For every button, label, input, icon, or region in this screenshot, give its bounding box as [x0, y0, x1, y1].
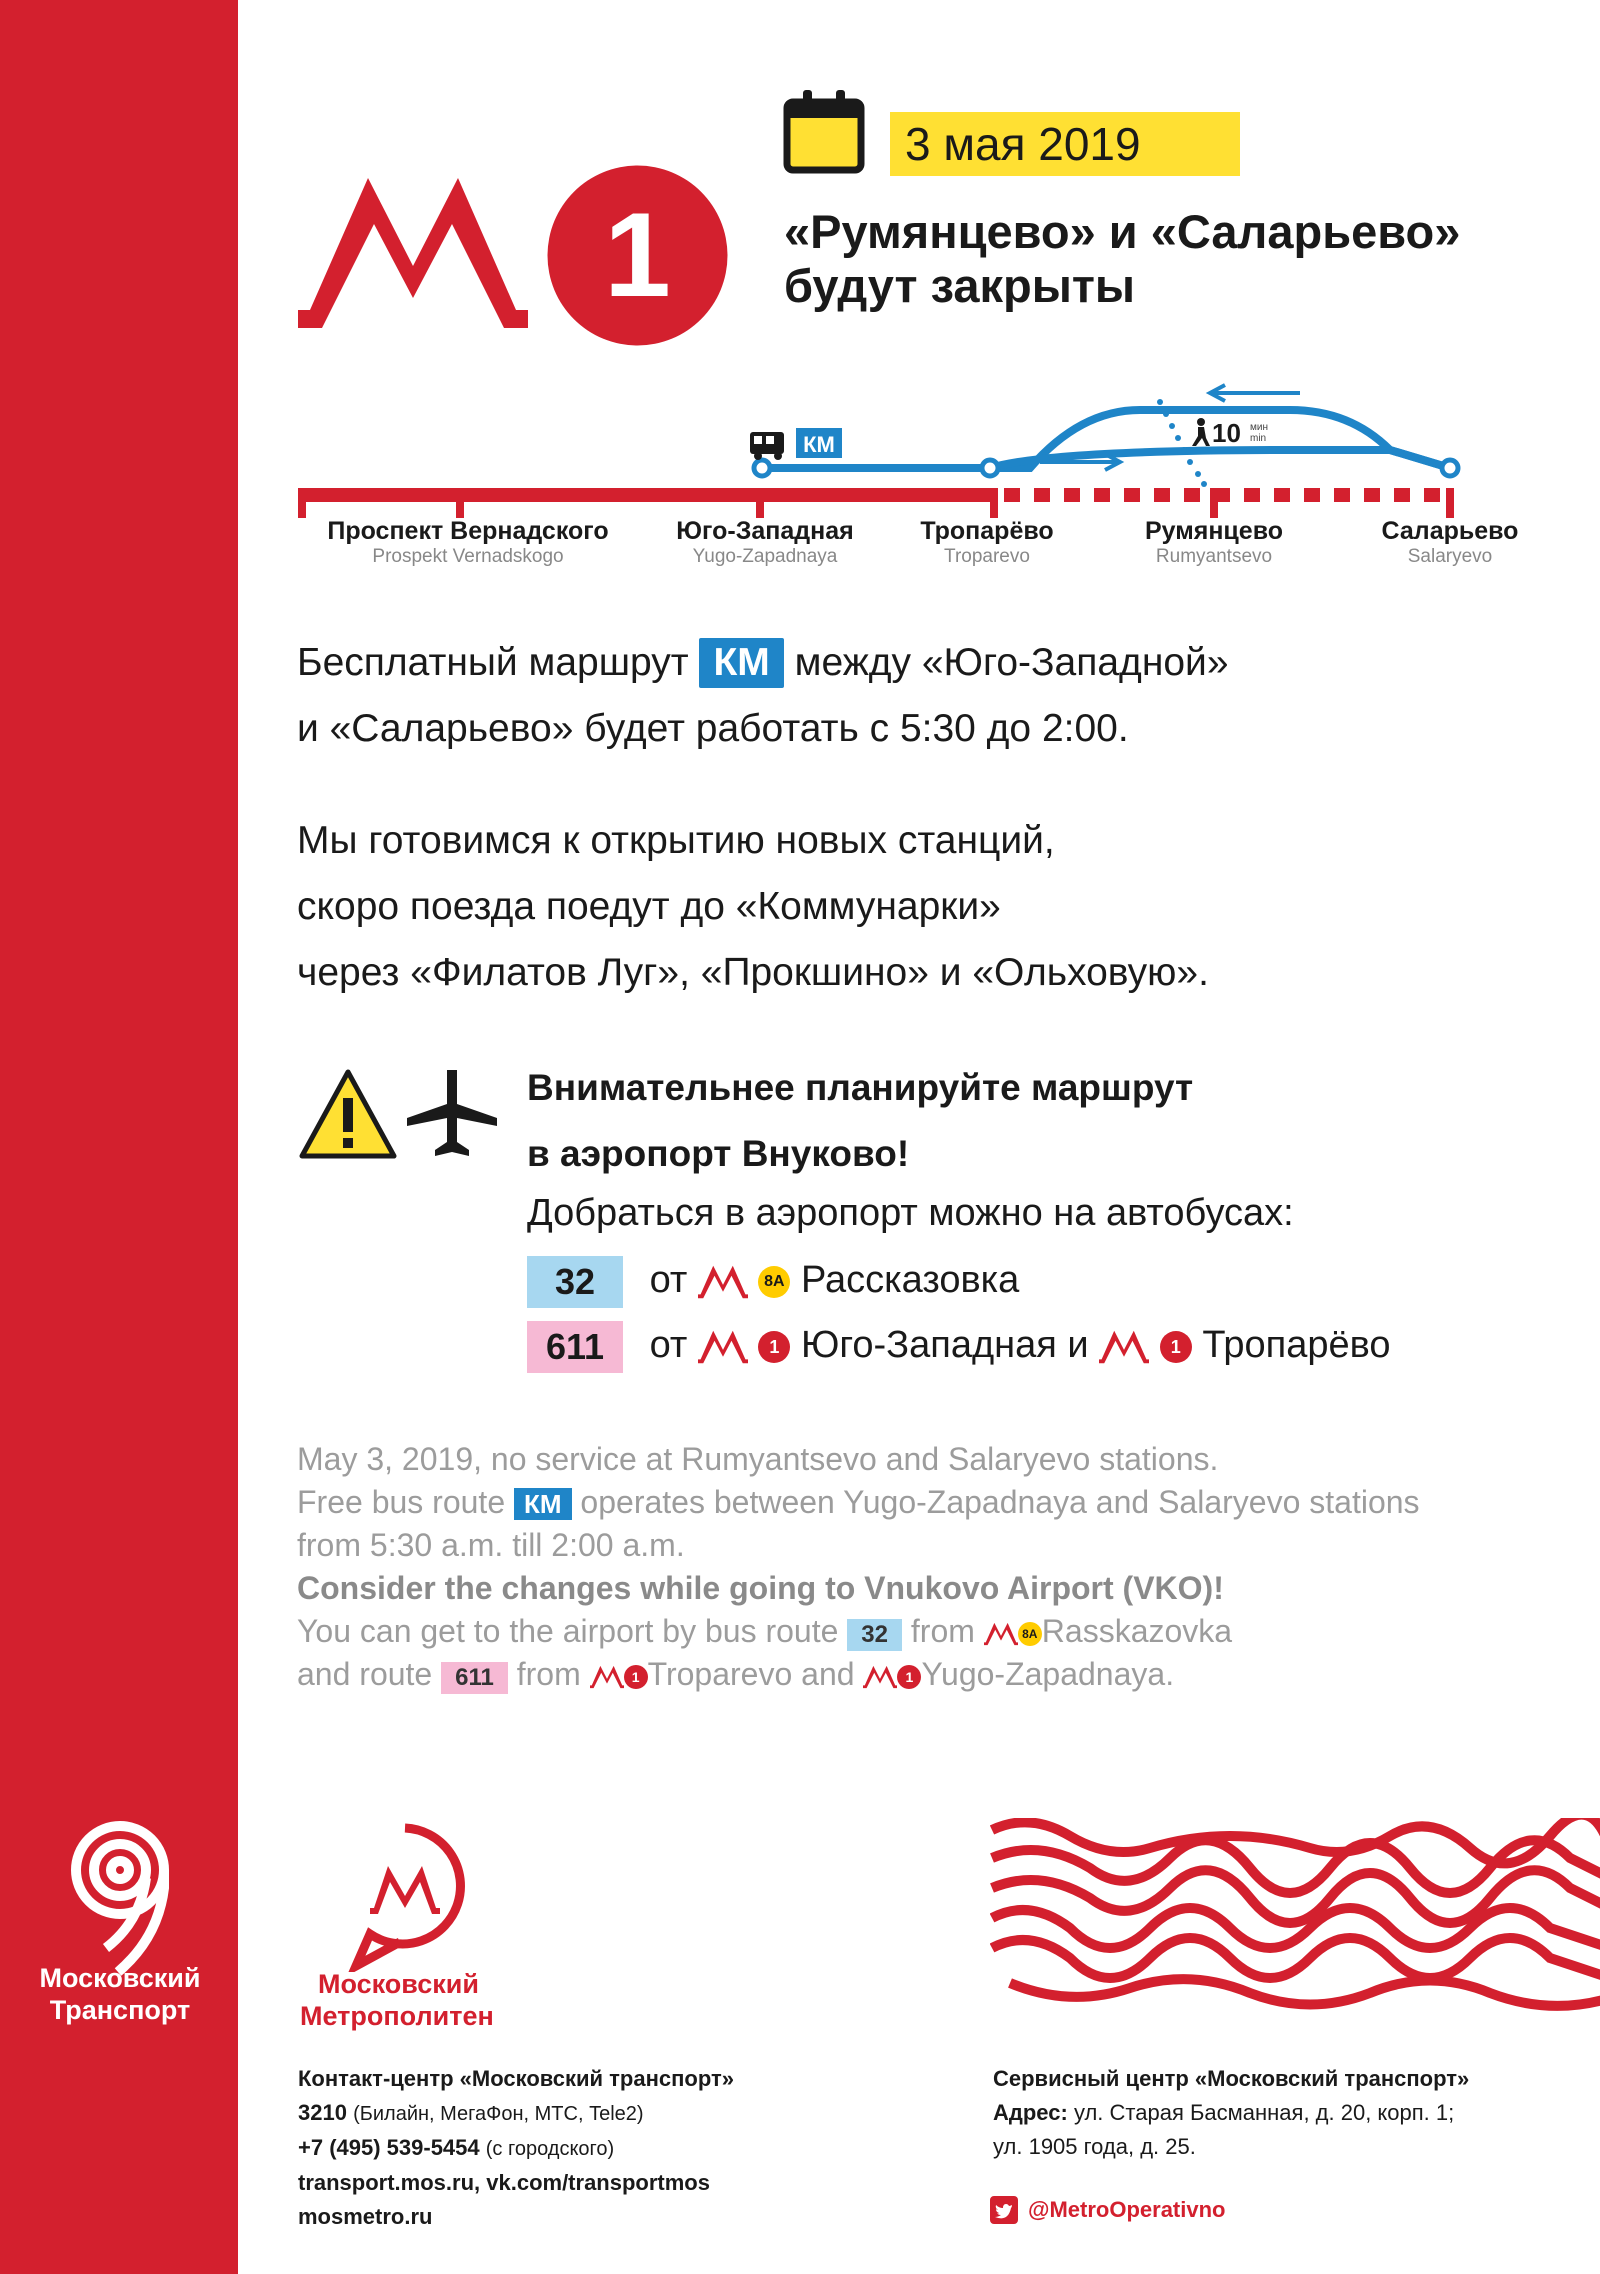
metro-logo-text [300, 1968, 494, 2032]
date-text: 3 мая 2019 [905, 118, 1141, 170]
metro-logo-line-2: Метрополитен [300, 2001, 494, 2031]
contact-metro-website[interactable]: mosmetro.ru [298, 2204, 433, 2229]
station-name: Румянцево [1144, 517, 1284, 545]
english-line-4: Consider the changes while going to Vnukovo Airport (VKO)! [297, 1570, 1224, 1606]
line-8a-badge: 8А [1018, 1622, 1042, 1646]
headline [784, 205, 1460, 313]
metro-mini-icon [1099, 1330, 1149, 1364]
english-line-2 [297, 1481, 1420, 1524]
bus-stop [1442, 460, 1458, 476]
bus-611-from: от [649, 1324, 688, 1366]
km-badge-label: КМ [803, 432, 835, 457]
km-small-badge: КМ [514, 1488, 572, 1520]
contact-title: Контакт-центр «Московский транспорт» [298, 2066, 734, 2091]
bus-info-line-2: и «Саларьево» будет работать с 5:30 до 2:00. [297, 707, 1129, 750]
station-tick [990, 488, 998, 518]
line-number: 1 [604, 188, 671, 322]
english-text: You can get to the airport by bus route [297, 1613, 839, 1649]
station-name: Тропарёво [920, 517, 1054, 545]
bus-32-from: от [649, 1259, 688, 1301]
line-1-mini-badge: 1 [624, 1665, 648, 1689]
metro-mini-icon [863, 1665, 897, 1689]
service-address-2: ул. 1905 года, д. 25. [993, 2134, 1196, 2159]
bus-stop [754, 460, 770, 476]
english-line-5 [297, 1610, 1420, 1653]
bus-611-small-badge: 611 [441, 1662, 508, 1694]
warning-title-line-1: Внимательнее планируйте маршрут [527, 1067, 1194, 1108]
english-line-1: May 3, 2019, no service at Rumyantsevo and Salaryevo stations. [297, 1441, 1219, 1477]
station-tick [456, 488, 464, 518]
service-address-1: ул. Старая Басманная, д. 20, корп. 1; [1073, 2100, 1455, 2125]
line-diagram [290, 380, 1470, 520]
twitter-icon [990, 2196, 1018, 2224]
english-text: Yugo-Zapadnaya. [921, 1656, 1175, 1692]
new-stations-line-3: через «Филатов Луг», «Прокшино» и «Ольховую». [297, 951, 1209, 994]
warning-title-line-2: в аэропорт Внуково! [527, 1133, 910, 1174]
service-address-label: Адрес: [993, 2100, 1068, 2125]
metro-mini-icon [698, 1330, 748, 1364]
walk-unit: мин min [1250, 422, 1268, 444]
english-text: Rasskazovka [1041, 1613, 1233, 1649]
headline-line-2: будут закрыты [784, 259, 1135, 312]
moscow-transport-logo-icon [58, 1818, 182, 1976]
bus-icon [750, 432, 784, 460]
new-stations-line-2: скоро поезда поедут до «Коммунарки» [297, 885, 1001, 928]
bus-611-and: и [1067, 1324, 1089, 1366]
contact-websites[interactable]: transport.mos.ru, vk.com/transportmos [298, 2170, 710, 2195]
station-latin: Rumyantsevo [1155, 546, 1273, 567]
new-stations-paragraph [297, 808, 1209, 1006]
metro-logo-line-1: Московский [318, 1969, 479, 1999]
service-center [993, 2062, 1469, 2164]
line-segment-open [298, 488, 996, 502]
station-latin: Troparevo [944, 546, 1030, 567]
decorative-wave-pattern [990, 1818, 1600, 2018]
warning-icon [298, 1068, 398, 1160]
service-title: Сервисный центр «Московский транспорт» [993, 2066, 1470, 2091]
english-line-3: from 5:30 a.m. till 2:00 a.m. [297, 1527, 685, 1563]
english-line-6 [297, 1653, 1420, 1696]
line-1-mini-badge: 1 [897, 1665, 921, 1689]
english-text: from [516, 1656, 581, 1692]
line-1-mini-badge: 1 [1160, 1331, 1192, 1363]
bus-32-row [527, 1250, 1019, 1310]
english-text: operates between Yugo-Zapadnaya and Salaryevo stations [580, 1484, 1420, 1520]
bus-611-station-1: Юго-Западная [800, 1324, 1057, 1366]
contact-phone-note: (с городского) [485, 2138, 615, 2160]
bus-32-station: Рассказовка [800, 1259, 1020, 1301]
headline-line-1: «Румянцево» и «Саларьево» [784, 205, 1461, 258]
station-tick [1446, 488, 1454, 518]
bus-611-station-2: Тропарёво [1202, 1324, 1391, 1366]
english-text: Free bus route [297, 1484, 506, 1520]
bus-32-small-badge: 32 [847, 1619, 902, 1651]
contact-phone[interactable]: +7 (495) 539-5454 [298, 2135, 480, 2160]
station-latin: Prospekt Vernadskogo [372, 546, 564, 567]
airplane-icon [405, 1068, 499, 1160]
contact-short-number[interactable]: 3210 [298, 2100, 347, 2125]
calendar-icon [783, 88, 865, 174]
bus-stop [982, 460, 998, 476]
line-1-mini-badge: 1 [758, 1331, 790, 1363]
station-latin: Salaryevo [1407, 546, 1493, 567]
metro-mini-icon [984, 1622, 1018, 1646]
station-tick [1210, 488, 1218, 518]
metro-pin-logo-icon [340, 1822, 470, 1972]
english-text: Troparevo and [647, 1656, 855, 1692]
bus-info-line-1 [297, 630, 1229, 696]
bus-611-badge: 611 [527, 1321, 623, 1373]
warning-subtitle: Добраться в аэропорт можно на автобусах: [527, 1192, 1294, 1234]
english-text: and route [297, 1656, 433, 1692]
line-segment-closed [1004, 488, 1440, 502]
line-8a-badge: 8А [758, 1266, 790, 1298]
bus-32-badge: 32 [527, 1256, 623, 1308]
new-stations-line-1: Мы готовимся к открытию новых станций, [297, 819, 1055, 862]
metro-mini-icon [590, 1665, 624, 1689]
station-name: Юго-Западная [676, 517, 854, 545]
warning-title [527, 1055, 1193, 1187]
moscow-transport-logo-text [20, 1962, 220, 2026]
english-text: from [910, 1613, 975, 1649]
bus-info-text: Бесплатный маршрут [297, 641, 689, 684]
english-summary [297, 1438, 1420, 1696]
metro-mini-icon [698, 1265, 748, 1299]
station-name: Проспект Вернадского [327, 517, 609, 545]
station-name: Саларьево [1381, 517, 1519, 545]
bus-info-paragraph [297, 630, 1229, 762]
contact-center [298, 2062, 734, 2234]
km-route-badge: КМ [699, 638, 783, 688]
station-latin: Yugo-Zapadnaya [692, 546, 838, 567]
twitter-handle[interactable]: @MetroOperativno [1028, 2197, 1226, 2222]
walking-person-icon [1192, 418, 1210, 446]
station-tick [298, 488, 306, 518]
bus-611-row [527, 1315, 1391, 1375]
bus-info-text: между «Юго-Западной» [794, 641, 1229, 684]
moscow-transport-line-2: Транспорт [49, 1995, 191, 2025]
contact-short-number-note: (Билайн, МегаФон, МТС, Tele2) [353, 2103, 644, 2125]
station-tick [756, 488, 764, 518]
walk-time: 10 [1212, 418, 1241, 448]
bus-route [762, 410, 1450, 468]
moscow-transport-line-1: Московский [39, 1963, 201, 1993]
metro-logo-icon [298, 178, 528, 328]
